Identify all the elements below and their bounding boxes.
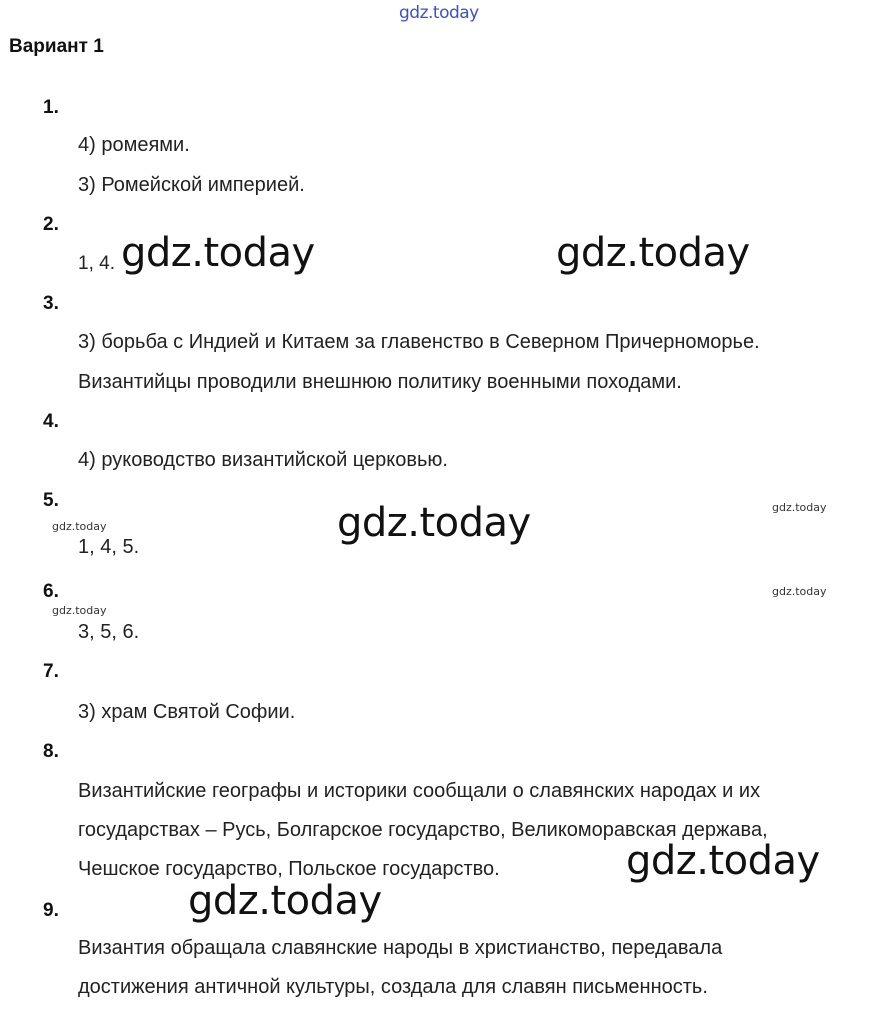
answer-2-line-1: 1, 4. xyxy=(78,253,115,274)
answer-4-line-1: 4) руководство византийской церковью. xyxy=(78,449,448,471)
watermark: gdz.today xyxy=(121,230,315,276)
answer-9-line-2: достижения античной культуры, создала для славян письменность. xyxy=(78,976,708,998)
question-number-9: 9. xyxy=(43,900,59,921)
watermark: gdz.today xyxy=(626,838,820,884)
question-number-6: 6. xyxy=(43,581,59,602)
answer-8-line-1: Византийские географы и историки сообщали о славянских народах и их xyxy=(78,780,761,802)
answer-6-line-1: 3, 5, 6. xyxy=(78,621,140,643)
watermark-small: gdz.today xyxy=(52,520,107,533)
question-number-1: 1. xyxy=(43,97,59,118)
question-number-3: 3. xyxy=(43,293,59,314)
answer-3-line-2: Византийцы проводили внешнюю политику военными походами. xyxy=(78,371,682,393)
watermark-small: gdz.today xyxy=(772,585,827,598)
answer-8-line-2: государствах – Русь, Болгарское государство, Великоморавская держава, xyxy=(78,819,768,841)
answer-8-line-3: Чешское государство, Польское государство. xyxy=(78,858,500,880)
watermark: gdz.today xyxy=(188,878,382,924)
question-number-8: 8. xyxy=(43,741,59,762)
answer-7-line-1: 3) храм Святой Софии. xyxy=(78,701,296,723)
answer-3-line-1: 3) борьба с Индией и Китаем за главенство в Северном Причерноморье. xyxy=(78,331,760,353)
question-number-5: 5. xyxy=(43,490,59,511)
question-number-7: 7. xyxy=(43,661,59,682)
watermark-top: gdz.today xyxy=(399,3,479,23)
watermark: gdz.today xyxy=(337,500,531,546)
variant-title: Вариант 1 xyxy=(9,36,104,57)
answer-9-line-1: Византия обращала славянские народы в христианство, передавала xyxy=(78,937,723,959)
watermark-small: gdz.today xyxy=(52,604,107,617)
answer-1-line-1: 4) ромеями. xyxy=(78,134,190,156)
watermark-small: gdz.today xyxy=(772,501,827,514)
answer-5-line-1: 1, 4, 5. xyxy=(78,536,140,558)
answer-1-line-2: 3) Ромейской империей. xyxy=(78,174,305,196)
question-number-2: 2. xyxy=(43,214,59,235)
watermark: gdz.today xyxy=(556,230,750,276)
question-number-4: 4. xyxy=(43,411,59,432)
